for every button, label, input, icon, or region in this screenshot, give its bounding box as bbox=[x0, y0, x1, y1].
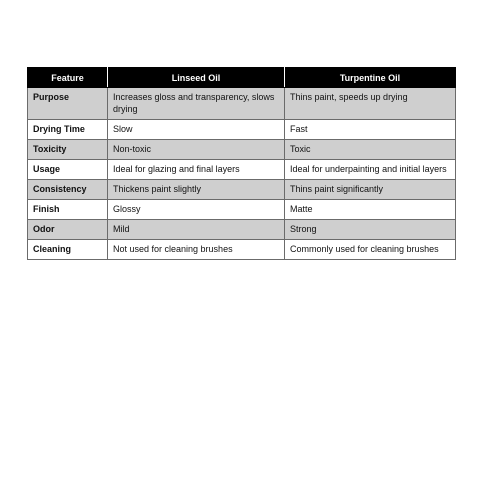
row-linseed: Ideal for glazing and final layers bbox=[108, 160, 285, 180]
row-feature: Odor bbox=[28, 220, 108, 240]
row-feature: Purpose bbox=[28, 88, 108, 120]
row-turpentine: Matte bbox=[285, 200, 456, 220]
table-row bbox=[28, 240, 456, 260]
row-feature: Finish bbox=[28, 200, 108, 220]
row-feature: Drying Time bbox=[28, 120, 108, 140]
table-row bbox=[28, 200, 456, 220]
row-feature: Consistency bbox=[28, 180, 108, 200]
header-turpentine-oil: Turpentine Oil bbox=[285, 68, 456, 88]
row-turpentine: Toxic bbox=[285, 140, 456, 160]
row-feature: Cleaning bbox=[28, 240, 108, 260]
row-turpentine: Commonly used for cleaning brushes bbox=[285, 240, 456, 260]
row-linseed: Not used for cleaning brushes bbox=[108, 240, 285, 260]
table-row bbox=[28, 140, 456, 160]
table-header-row bbox=[28, 68, 456, 88]
table-row bbox=[28, 220, 456, 240]
row-linseed: Mild bbox=[108, 220, 285, 240]
row-feature: Toxicity bbox=[28, 140, 108, 160]
comparison-table bbox=[27, 67, 456, 260]
table-row bbox=[28, 180, 456, 200]
header-linseed-oil: Linseed Oil bbox=[108, 68, 285, 88]
row-turpentine: Fast bbox=[285, 120, 456, 140]
table-row bbox=[28, 88, 456, 120]
row-turpentine: Thins paint significantly bbox=[285, 180, 456, 200]
row-turpentine: Thins paint, speeds up drying bbox=[285, 88, 456, 120]
row-turpentine: Strong bbox=[285, 220, 456, 240]
row-linseed: Thickens paint slightly bbox=[108, 180, 285, 200]
header-feature: Feature bbox=[28, 68, 108, 88]
row-feature: Usage bbox=[28, 160, 108, 180]
row-linseed: Glossy bbox=[108, 200, 285, 220]
row-linseed: Slow bbox=[108, 120, 285, 140]
comparison-table-container bbox=[27, 67, 455, 260]
row-linseed: Increases gloss and transparency, slows drying bbox=[108, 88, 285, 120]
table-row bbox=[28, 160, 456, 180]
table-row bbox=[28, 120, 456, 140]
row-linseed: Non-toxic bbox=[108, 140, 285, 160]
row-turpentine: Ideal for underpainting and initial layers bbox=[285, 160, 456, 180]
